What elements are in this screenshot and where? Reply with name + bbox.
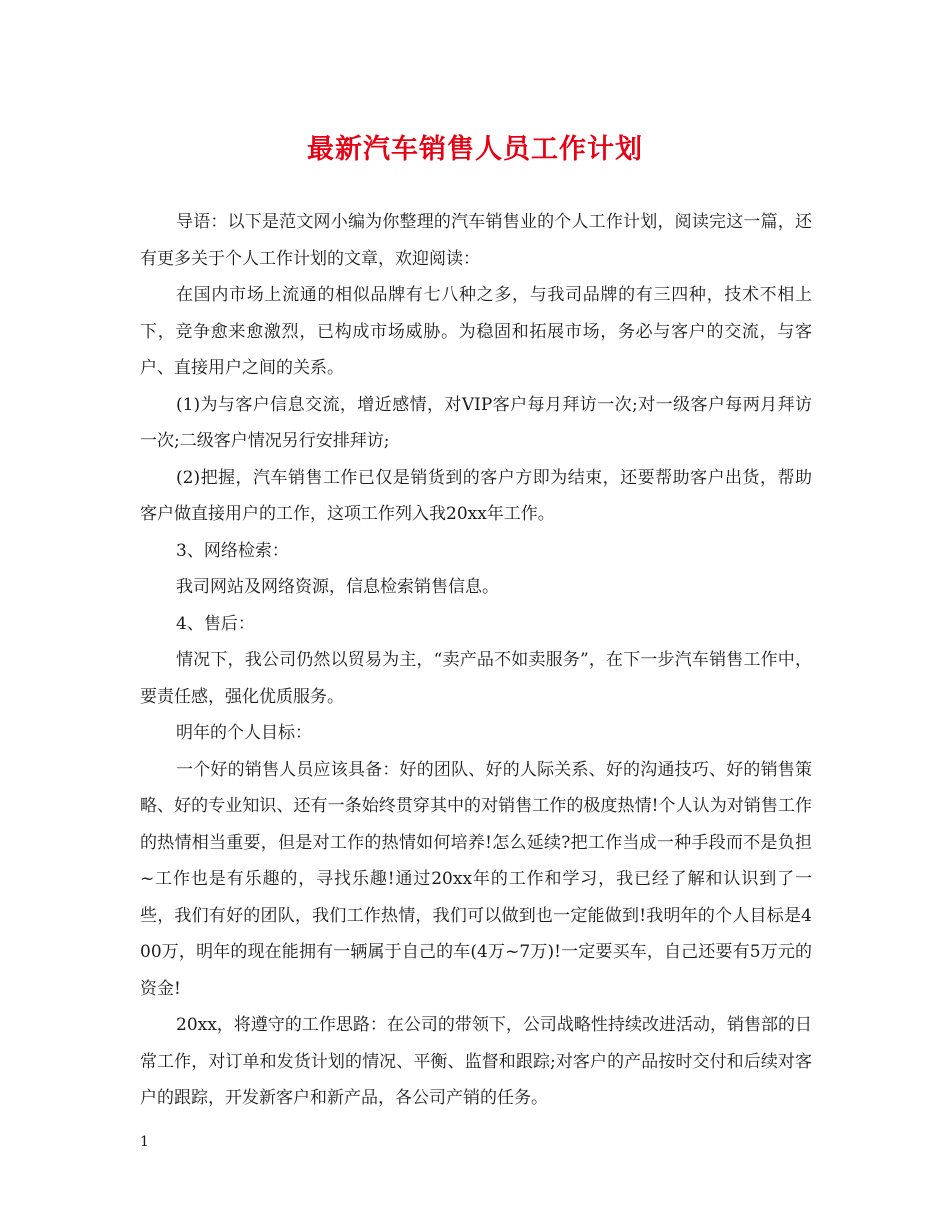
paragraph-intro: 导语：以下是范文网小编为你整理的汽车销售业的个人工作计划，阅读完这一篇，还有更多关于个人工作计划的文章，欢迎阅读： <box>140 212 812 269</box>
paragraph-personal-goals: 一个好的销售人员应该具备：好的团队、好的人际关系、好的沟通技巧、好的销售策略、好的专业知识、还有一条始终贯穿其中的对销售工作的极度热情!个人认为对销售工作的热情相当重要，但是对工作的热情如何培养!怎么延续?把工作当成一种手段而不是负担~工作也是有乐趣的，寻找乐趣!通过20xx年的工作和学习，我已经了解和认识到了一些，我们有好的团队，我们工作热情，我们可以做到也一定能做到!我明年的个人目标是400万，明年的现在能拥有一辆属于自己的车(4万~7万)!一定要买车，自己还要有5万元的资金! <box>140 759 812 999</box>
heading-after-sales: 4、售后： <box>176 613 255 634</box>
document-title: 最新汽车销售人员工作计划 <box>307 134 643 165</box>
paragraph-network-search: 我司网站及网络资源，信息检索销售信息。 <box>176 577 499 597</box>
paragraph-item-2: (2)把握，汽车销售工作已仅是销货到的客户方即为结束，还要帮助客户出货，帮助客户做直接用户的工作，这项工作列入我20xx年工作。 <box>140 467 812 524</box>
page-number: 1 <box>140 1134 149 1150</box>
paragraph-after-sales: 情况下，我公司仍然以贸易为主，“卖产品不如卖服务”，在下一步汽车销售工作中，要责任感，强化优质服务。 <box>140 650 812 707</box>
heading-network-search: 3、网络检索： <box>176 540 289 561</box>
document-body <box>140 204 812 1117</box>
paragraph-item-1: (1)为与客户信息交流，增近感情，对VIP客户每月拜访一次;对一级客户每两月拜访一次;二级客户情况另行安排拜访; <box>140 394 812 451</box>
paragraph-work-approach: 20xx，将遵守的工作思路：在公司的带领下，公司战略性持续改进活动，销售部的日常工作，对订单和发货计划的情况、平衡、监督和跟踪;对客户的产品按时交付和后续对客户的跟踪，开发新客户和新产品，各公司产销的任务。 <box>140 1015 812 1108</box>
paragraph-market: 在国内市场上流通的相似品牌有七八种之多，与我司品牌的有三四种，技术不相上下，竞争愈来愈激烈，已构成市场威胁。为稳固和拓展市场，务必与客户的交流，与客户、直接用户之间的关系。 <box>140 285 812 378</box>
heading-personal-goals: 明年的个人目标： <box>176 723 312 743</box>
